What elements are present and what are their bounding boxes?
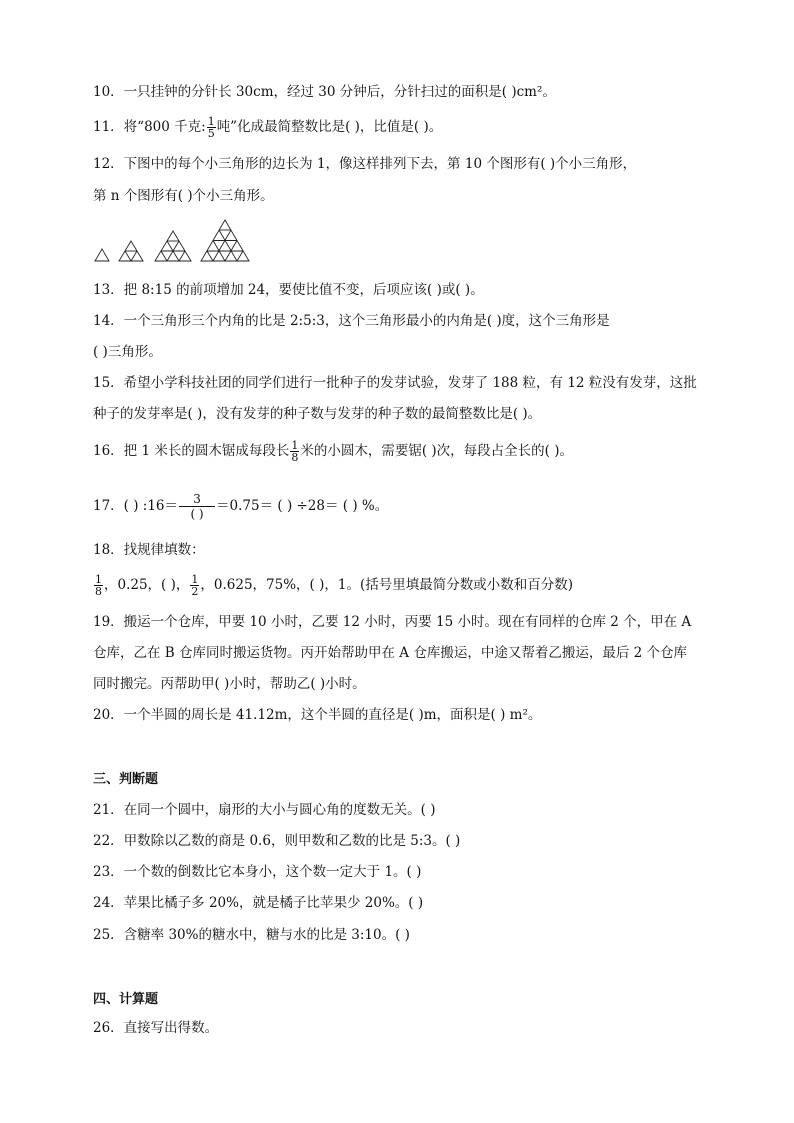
question-14-line1: 14．一个三角形三个内角的比是 2:5:3，这个三角形最小的内角是( )度，这个三角形是: [93, 313, 610, 329]
question-14-line2: ( )三角形。: [93, 344, 162, 360]
question-26: 26．直接写出得数。: [93, 1020, 219, 1036]
fraction-three-over-blank: $\frac{3}{( )}$: [179, 492, 215, 521]
fraction-one-fifth: $\frac{1}{5}$: [207, 115, 215, 140]
triangle-figure-2: [119, 241, 143, 261]
fraction-one-eighth-seq: $\frac{1}{8}$: [95, 573, 102, 598]
question-19-line2: 仓库，乙在 B 仓库同时搬运货物。丙开始帮助甲在 A 仓库搬运，中途又帮着乙搬运，最后 2 个仓库: [93, 645, 688, 661]
question-12-line2: 第 n 个图形有( )个小三角形。: [93, 188, 274, 204]
triangle-figure-4: [201, 220, 249, 261]
question-19-line1: 19．搬运一个仓库，甲要 10 小时，乙要 12 小时，丙要 15 小时。现在有同样的仓库 2 个，甲在 A: [93, 614, 692, 630]
question-17: 17．( ) :16＝ $\frac{3}{( )}$ ＝0.75＝ ( ) ÷28＝ ( ) %。: [93, 492, 389, 521]
question-19-line3: 同时搬完。丙帮助甲( )小时，帮助乙( )小时。: [93, 676, 366, 692]
question-10: 10．一只挂钟的分针长 30cm，经过 30 分钟后，分针扫过的面积是( )cm²。: [93, 84, 556, 100]
fraction-one-half: $\frac{1}{2}$: [191, 573, 199, 598]
question-16: 16．把 1 米长的圆木锯成每段长 $\frac{1}{8}$ 米的小圆木，需要锯( )次，每段占全长的( )。: [93, 439, 574, 464]
question-18-title: 18．找规律填数：: [93, 542, 205, 558]
question-12-line1: 12．下图中的每个小三角形的边长为 1，像这样排列下去，第 10 个图形有( )个小三角形，: [93, 156, 637, 172]
triangle-figure-1: [95, 249, 109, 261]
question-18-sequence: $\frac{1}{8}$ ，0.25，( )， $\frac{1}{2}$ ，0.625，75%，( )，1。(括号里填最简分数或小数和百分数): [95, 573, 573, 598]
section-heading-judgement: 三、判断题: [93, 772, 159, 787]
triangle-pattern-figure: [93, 216, 253, 264]
fraction-one-eighth: $\frac{1}{8}$: [291, 439, 299, 464]
question-15-line2: 种子的发芽率是( )，没有发芽的种子数与发芽的种子数的最简整数比是( )。: [93, 406, 542, 422]
question-15-line1: 15．希望小学科技社团的同学们进行一批种子的发芽试验，发芽了 188 粒，有 12 粒没有发芽，这批: [93, 375, 697, 391]
question-22: 22．甲数除以乙数的商是 0.6，则甲数和乙数的比是 5:3。( ): [93, 833, 461, 849]
question-24: 24．苹果比橘子多 20%，就是橘子比苹果少 20%。( ): [93, 895, 424, 911]
question-13: 13．把 8:15 的前项增加 24，要使比值不变，后项应该( )或( )。: [93, 282, 484, 298]
question-11: 11．将“800 千克: $\frac{1}{5}$ 吨”化成最简整数比是( )，比值是( )。: [93, 115, 443, 140]
question-25: 25．含糖率 30%的糖水中，糖与水的比是 3:10。( ): [93, 927, 410, 943]
question-23: 23．一个数的倒数比它本身小，这个数一定大于 1。( ): [93, 864, 422, 880]
question-21: 21．在同一个圆中，扇形的大小与圆心角的度数无关。( ): [93, 802, 436, 818]
section-heading-calculation: 四、计算题: [93, 992, 159, 1007]
triangle-figure-3: [155, 231, 191, 261]
question-20: 20．一个半圆的周长是 41.12m，这个半圆的直径是( )m，面积是( ) m²。: [93, 707, 542, 723]
